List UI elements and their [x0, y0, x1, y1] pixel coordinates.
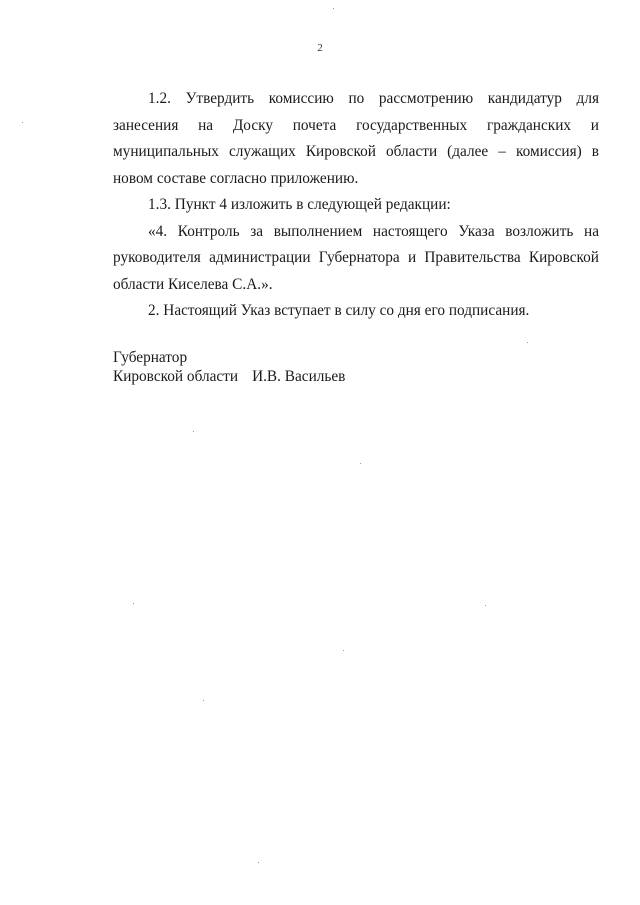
scan-speck: [333, 8, 334, 9]
paragraph-2: 2. Настоящий Указ вступает в силу со дня его подписания.: [148, 302, 530, 319]
scan-speck: [22, 122, 23, 123]
signature-position: Губернатор: [113, 349, 188, 366]
paragraph-1-2: 1.2. Утвердить комиссию по рассмотрению кандидатур для занесения на Доску почета государственных гражданских и муниципальных служащих Кировской области (далее – комиссия) в новом составе согласно приложению.: [113, 90, 599, 187]
page-number: 2: [317, 42, 323, 54]
scan-speck: [527, 342, 528, 343]
scan-speck: [485, 605, 486, 606]
signature-block: [113, 349, 345, 386]
scan-speck: [133, 603, 134, 604]
paragraph-1-3: 1.3. Пункт 4 изложить в следующей редакции:: [148, 196, 451, 213]
scan-speck: [360, 463, 361, 464]
document-body: [113, 86, 599, 325]
scan-speck: [193, 431, 194, 432]
scan-speck: [203, 700, 204, 701]
paragraph-point-4: «4. Контроль за выполнением настоящего Указа возложить на руководителя администрации Губернатора и Правительства Кировской области Киселева С.А.».: [113, 222, 599, 293]
signature-name: И.В. Васильев: [252, 367, 346, 385]
scan-speck: [343, 650, 344, 651]
signature-region: Кировской области: [113, 367, 239, 385]
signature-region-line: [113, 368, 345, 387]
scan-speck: [258, 862, 259, 863]
